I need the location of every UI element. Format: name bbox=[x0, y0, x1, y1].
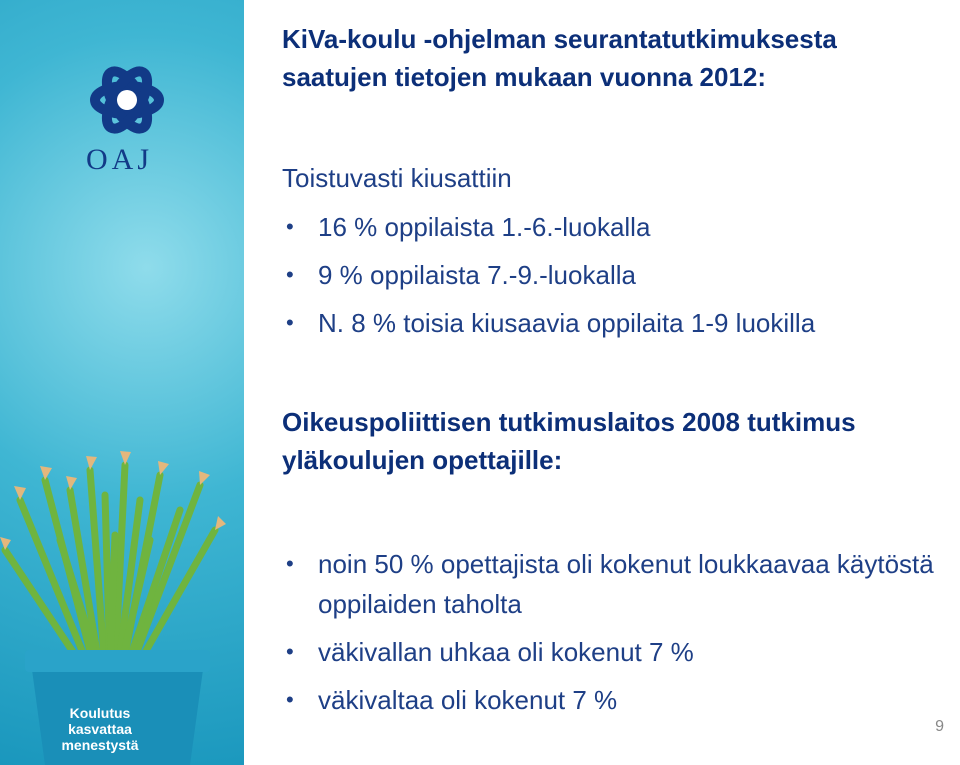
list-item-text: väkivallan uhkaa oli kokenut 7 % bbox=[318, 637, 694, 667]
list-item bbox=[282, 632, 942, 672]
tagline-line-3: menestystä bbox=[61, 737, 139, 753]
list-item-text: väkivaltaa oli kokenut 7 % bbox=[318, 685, 618, 715]
page-number: 9 bbox=[935, 718, 944, 735]
bullet-icon: • bbox=[286, 687, 294, 712]
list-item-text: 9 % oppilaista 7.-9.-luokalla bbox=[318, 260, 636, 290]
bullying-stats-list bbox=[282, 210, 815, 354]
bullet-icon: • bbox=[286, 551, 294, 576]
slide-title-line-1: KiVa-koulu -ohjelman seurantatutkimuksesta bbox=[282, 24, 837, 54]
teacher-stats-list bbox=[282, 544, 942, 728]
bullet-icon: • bbox=[286, 639, 294, 664]
slide-title bbox=[282, 20, 942, 96]
list-item bbox=[282, 258, 815, 306]
subheading: Toistuvasti kiusattiin bbox=[282, 163, 512, 193]
oaj-logo-icon bbox=[72, 55, 182, 145]
list-item-text: noin 50 % opettajista oli kokenut loukkaavaa käytöstä oppilaiden taholta bbox=[318, 549, 934, 619]
list-item bbox=[282, 544, 942, 624]
list-item bbox=[282, 680, 942, 720]
bullet-icon: • bbox=[286, 262, 294, 287]
slide-title-line-2: saatujen tietojen mukaan vuonna 2012: bbox=[282, 62, 767, 92]
list-item bbox=[282, 210, 815, 258]
tagline-line-2: kasvattaa bbox=[68, 721, 132, 737]
list-item bbox=[282, 306, 815, 354]
sidebar-panel bbox=[0, 0, 244, 765]
tagline bbox=[0, 705, 200, 753]
bullet-icon: • bbox=[286, 310, 294, 335]
section-heading-line-1: Oikeuspoliittisen tutkimuslaitos 2008 tutkimus bbox=[282, 407, 856, 437]
logo-text: OAJ bbox=[86, 143, 154, 176]
tagline-line-1: Koulutus bbox=[69, 705, 131, 721]
section-heading-line-2: yläkoulujen opettajille: bbox=[282, 445, 563, 475]
list-item-text: N. 8 % toisia kiusaavia oppilaita 1-9 luokilla bbox=[318, 308, 816, 338]
bullet-icon: • bbox=[286, 214, 294, 239]
section-heading bbox=[282, 403, 952, 479]
list-item-text: 16 % oppilaista 1.-6.-luokalla bbox=[318, 212, 651, 242]
